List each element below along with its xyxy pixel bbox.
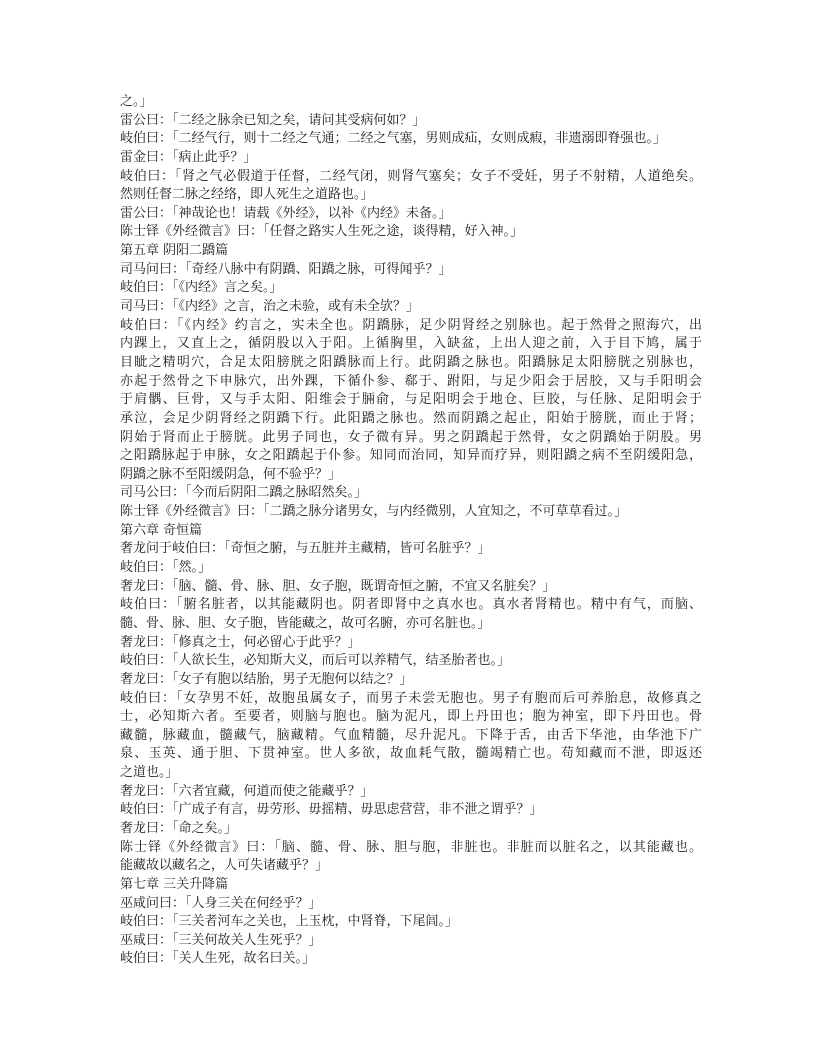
document-page bbox=[120, 93, 702, 969]
text-line: 岐伯曰：「三关者河车之关也，上玉枕，中肾脊，下尾闾。」 bbox=[120, 914, 459, 930]
text-line: 雷公曰：「神哉论也！请载《外经》，以补《内经》未备。」 bbox=[120, 205, 452, 221]
paragraph bbox=[120, 317, 702, 485]
paragraph bbox=[120, 950, 702, 969]
paragraph bbox=[120, 298, 702, 317]
paragraph bbox=[120, 559, 702, 578]
chapter-heading bbox=[120, 242, 702, 261]
text-line: 雷公曰：「二经之脉余已知之矣，请问其受病何如？」 bbox=[120, 112, 426, 128]
paragraph bbox=[120, 783, 702, 802]
text-line: 奢龙问于岐伯曰：「奇恒之腑，与五脏并主藏精，皆可名脏乎？」 bbox=[120, 541, 491, 557]
text-line: 阴蹻之脉不至阳缓阴急，何不验乎？」 bbox=[120, 466, 342, 482]
text-line: 髓、骨、脉、胆、女子胞，皆能藏之，故可名腑，亦可名脏也。」 bbox=[120, 615, 491, 631]
text-line: 内踝上，又直上之，循阴股以入于阳。上循胸里，入缺盆，上出人迎之前，入于目下鸠，属于 bbox=[120, 336, 702, 352]
text-line: 巫咸问曰：「人身三关在何经乎？」 bbox=[120, 895, 322, 911]
paragraph bbox=[120, 484, 702, 503]
text-line: 司马问曰：「奇经八脉中有阴蹻、阳蹻之脉，可得闻乎？」 bbox=[120, 261, 452, 277]
paragraph bbox=[120, 801, 702, 820]
text-line: 巫咸曰：「三关何故关人生死乎？」 bbox=[120, 932, 322, 948]
text-line: 能藏故以藏名之，人可失诸藏乎？」 bbox=[120, 858, 329, 874]
paragraph bbox=[120, 112, 702, 131]
text-line: 奢龙曰：「女子有胞以结胎，男子无胞何以结之？」 bbox=[120, 671, 413, 687]
paragraph bbox=[120, 671, 702, 690]
paragraph bbox=[120, 149, 702, 168]
paragraph bbox=[120, 895, 702, 914]
text-line: 岐伯曰：「《内经》约言之，实未全也。阴蹻脉，足少阴肾经之别脉也。起于然骨之照海穴，出 bbox=[120, 317, 702, 333]
paragraph bbox=[120, 540, 702, 559]
text-line: 第五章 阴阳二蹻篇 bbox=[120, 243, 229, 259]
text-line: 目眦之精明穴，合足太阳膀胱之阳蹻脉而上行。此阴蹻之脉也。阳蹻脉足太阳膀胱之别脉也， bbox=[120, 354, 702, 370]
paragraph bbox=[120, 93, 702, 112]
text-line: 岐伯曰：「《内经》言之矣。」 bbox=[120, 280, 283, 296]
text-line: 司马曰：「《内经》之言，治之未验，或有未全欤？」 bbox=[120, 299, 420, 315]
text-line: 阴始于肾而止于膀胱。此男子同也，女子微有异。男之阴蹻起于然骨，女之阴蹻始于阴股。男 bbox=[120, 429, 702, 445]
text-line: 陈士铎《外经微言》曰：「脑、髓、骨、脉、胆与胞，非脏也。非脏而以脏名之，以其能藏也。 bbox=[120, 839, 702, 855]
text-line: 岐伯曰：「广成子有言，毋劳形、毋摇精、毋思虑营营，非不泄之谓乎？」 bbox=[120, 802, 543, 818]
text-line: 士，必知斯六者。至要者，则脑与胞也。脑为泥凡，即上丹田也；胞为神室，即下丹田也。骨 bbox=[120, 709, 702, 725]
text-line: 奢龙曰：「脑、髓、骨、脉、胆、女子胞，既谓奇恒之腑，不宜又名脏矣？」 bbox=[120, 578, 556, 594]
text-line: 之道也。」 bbox=[120, 765, 179, 781]
paragraph bbox=[120, 503, 702, 522]
paragraph bbox=[120, 168, 702, 205]
paragraph bbox=[120, 839, 702, 876]
text-line: 泉、玉英、通于胆、下贯神室。世人多欲，故血耗气散，髓竭精亡也。苟知藏而不泄，即返还 bbox=[120, 746, 702, 762]
text-line: 岐伯曰：「女孕男不妊，故胞虽属女子，而男子未尝无胞也。男子有胞而后可养胎息，故修真之 bbox=[120, 690, 702, 706]
text-line: 陈士铎《外经微言》曰：「任督之路实人生死之途，谈得精，好入神。」 bbox=[120, 224, 524, 240]
paragraph bbox=[120, 634, 702, 653]
chapter-heading bbox=[120, 876, 702, 895]
text-line: 岐伯曰：「人欲长生，必知斯大义，而后可以养精气，结圣胎者也。」 bbox=[120, 653, 511, 669]
text-line: 奢龙曰：「命之矣。」 bbox=[120, 820, 238, 836]
text-line: 奢龙曰：「六者宜藏，何道而使之能藏乎？」 bbox=[120, 783, 374, 799]
paragraph bbox=[120, 261, 702, 280]
paragraph bbox=[120, 913, 702, 932]
text-line: 岐伯曰：「腑名脏者，以其能藏阴也。阴者即肾中之真水也。真水者肾精也。精中有气，而脑、 bbox=[120, 597, 702, 613]
text-line: 岐伯曰：「肾之气必假道于任督，二经气闭，则肾气塞矣；女子不受妊，男子不射精，人道绝矣。 bbox=[120, 168, 702, 184]
text-line: 承泣，会足少阴肾经之阴蹻下行。此阳蹻之脉也。然而阴蹻之起止，阳始于膀胱，而止于肾； bbox=[120, 410, 702, 426]
paragraph bbox=[120, 279, 702, 298]
paragraph bbox=[120, 820, 702, 839]
chapter-heading bbox=[120, 522, 702, 541]
text-line: 岐伯曰：「二经气行，则十二经之气通；二经之气塞，男则成疝，女则成瘕，非遗溺即脊强也。」 bbox=[120, 131, 667, 147]
paragraph bbox=[120, 578, 702, 597]
text-line: 然则任督二脉之经络，即人死生之道路也。」 bbox=[120, 187, 374, 203]
text-line: 之。」 bbox=[120, 94, 153, 109]
text-line: 陈士铎《外经微言》曰：「二蹻之脉分诸男女，与内经微别，人宜知之，不可草草看过。」 bbox=[120, 504, 628, 520]
paragraph bbox=[120, 652, 702, 671]
text-line: 雷金曰：「病止此乎？」 bbox=[120, 149, 257, 165]
text-line: 奢龙曰：「修真之士，何必留心于此乎？」 bbox=[120, 634, 361, 650]
text-line: 于肩髃、巨骨，又与手太阳、阳维会于脼俞，与足阳明会于地仓、巨胶，与任脉、足阳明会于 bbox=[120, 392, 702, 408]
text-line: 第六章 奇恒篇 bbox=[120, 522, 203, 538]
text-line: 司马公曰：「今而后阴阳二蹻之脉昭然矣。」 bbox=[120, 485, 368, 501]
paragraph bbox=[120, 932, 702, 951]
text-line: 亦起于然骨之下申脉穴，出外踝，下循仆参、郗于、跗阳，与足少阳会于居胶，又与手阳明会 bbox=[120, 373, 702, 389]
paragraph bbox=[120, 205, 702, 224]
text-line: 岐伯曰：「然。」 bbox=[120, 560, 212, 576]
text-line: 之阳蹻脉起于申脉，女之阳蹻起于仆参。知同而治同，知异而疗异，则阳蹻之病不至阴缓阳急， bbox=[120, 448, 702, 464]
paragraph bbox=[120, 223, 702, 242]
text-line: 第七章 三关升降篇 bbox=[120, 876, 229, 892]
text-line: 藏髓，脉藏血，髓藏气，脑藏精。气血精髓，尽升泥凡。下降于舌，由舌下华池，由华池下广 bbox=[120, 727, 702, 743]
paragraph bbox=[120, 690, 702, 783]
text-line: 岐伯曰：「关人生死，故名曰关。」 bbox=[120, 951, 316, 967]
paragraph bbox=[120, 130, 702, 149]
paragraph bbox=[120, 596, 702, 633]
